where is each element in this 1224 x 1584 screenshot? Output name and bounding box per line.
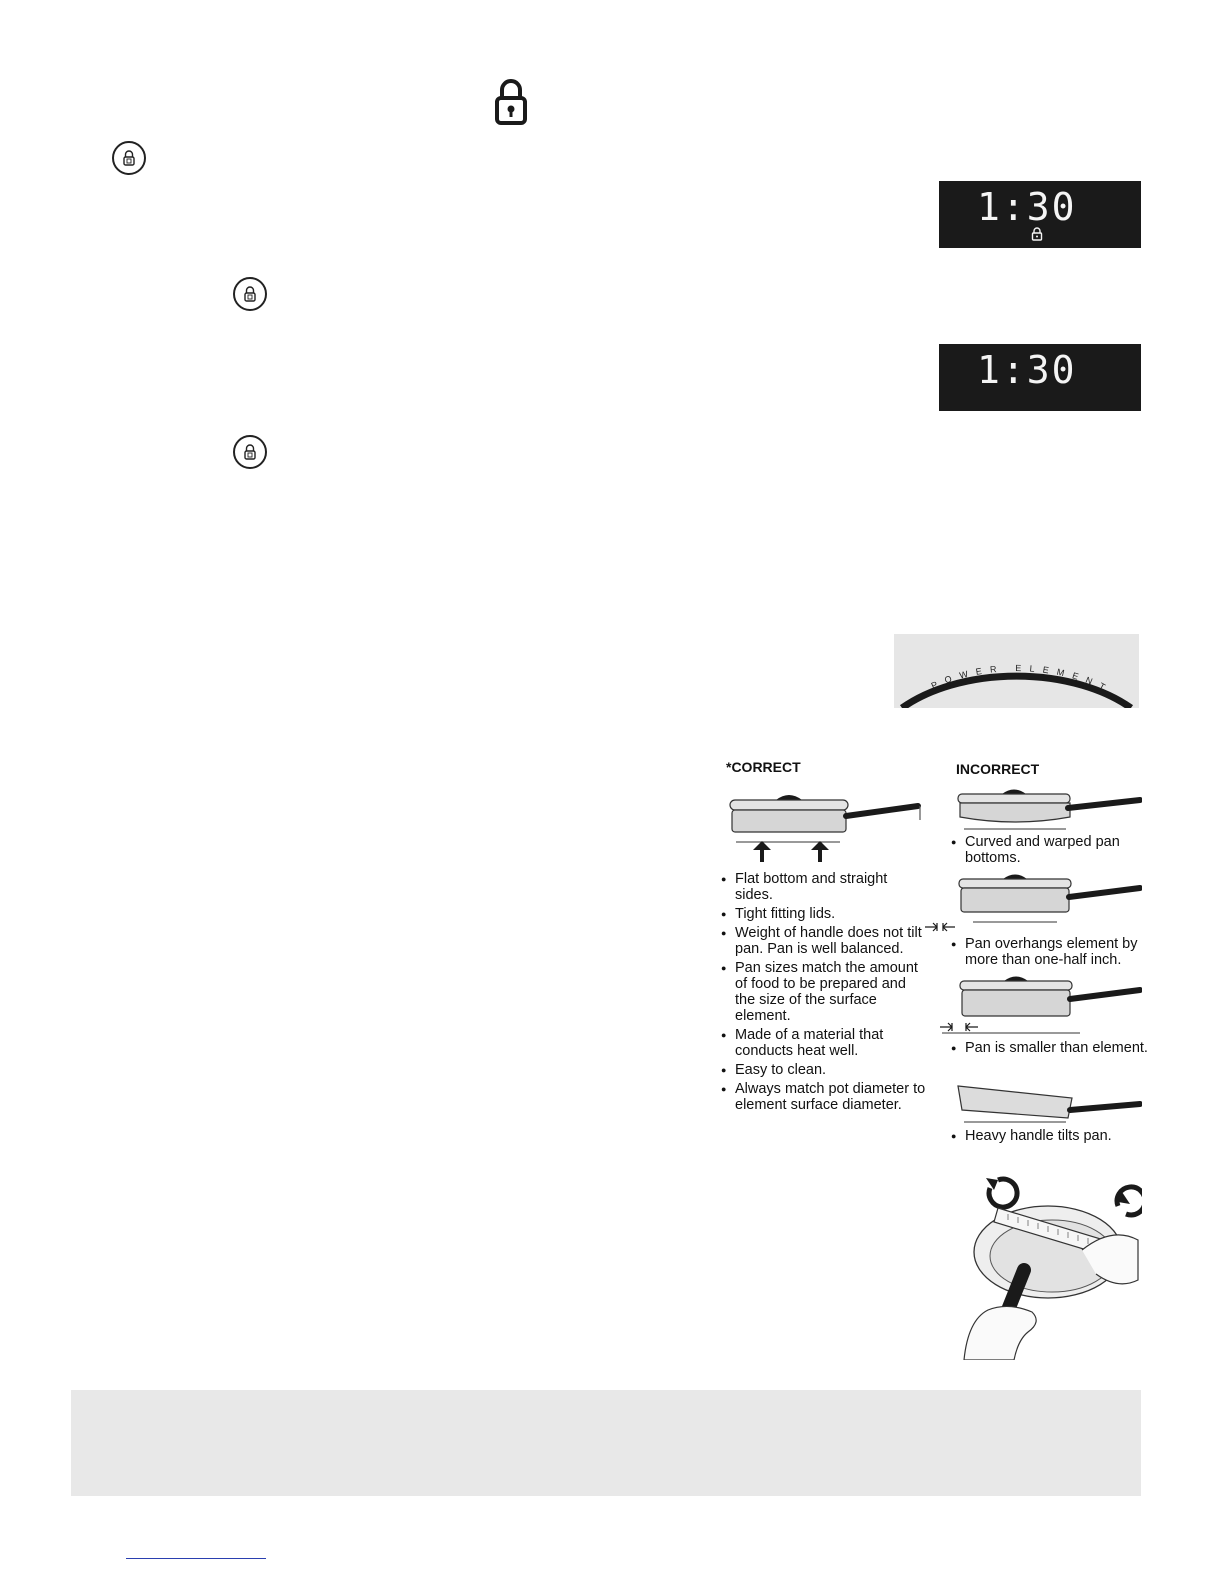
- list-item: ● Always match pot diameter to element surface diameter.: [721, 1081, 927, 1113]
- pan-illustration: [936, 973, 1142, 1035]
- padlock-icon: [494, 78, 528, 126]
- pan-illustration: [726, 784, 931, 866]
- incorrect-note: ● Pan is smaller than element.: [951, 1040, 1153, 1056]
- list-item: ● Flat bottom and straight sides.: [721, 871, 927, 903]
- incorrect-title: INCORRECT: [956, 761, 1040, 777]
- pan-illustration: [954, 782, 1142, 832]
- element-label: POWER ELEMENT: [929, 663, 1114, 696]
- list-item: ● Weight of handle does not tilt pan. Pan is well balanced.: [721, 925, 927, 957]
- display-time: 1:30: [977, 348, 1077, 392]
- lock-button-icon: [243, 286, 257, 302]
- lock-button[interactable]: [233, 435, 267, 469]
- correct-list: [721, 871, 927, 1116]
- list-item: ● Made of a material that conducts heat well.: [721, 1027, 927, 1059]
- control-display-unlocked: [939, 344, 1141, 411]
- list-item: ● Easy to clean.: [721, 1062, 927, 1078]
- lock-button-icon: [122, 150, 136, 166]
- lock-button-icon: [243, 444, 257, 460]
- incorrect-note: ● Heavy handle tilts pan.: [951, 1128, 1153, 1144]
- flatness-check-illustration: [960, 1170, 1142, 1360]
- lock-indicator-icon: [1031, 227, 1043, 241]
- lock-button[interactable]: [233, 277, 267, 311]
- lock-button[interactable]: [112, 141, 146, 175]
- pan-illustration: [921, 871, 1142, 933]
- list-item: ● Tight fitting lids.: [721, 906, 927, 922]
- power-element-diagram: [894, 634, 1139, 708]
- display-time: 1:30: [977, 185, 1077, 229]
- list-item: ● Pan sizes match the amount of food to be prepared and the size of the surface element.: [721, 960, 927, 1024]
- page-link[interactable]: [126, 1558, 266, 1559]
- note-box: [71, 1390, 1141, 1496]
- incorrect-note: ● Pan overhangs element by more than one-half inch.: [951, 936, 1153, 968]
- control-display-locked: [939, 181, 1141, 248]
- correct-title: *CORRECT: [726, 759, 801, 775]
- incorrect-note: ● Curved and warped pan bottoms.: [951, 834, 1153, 866]
- pan-illustration: [954, 1080, 1142, 1126]
